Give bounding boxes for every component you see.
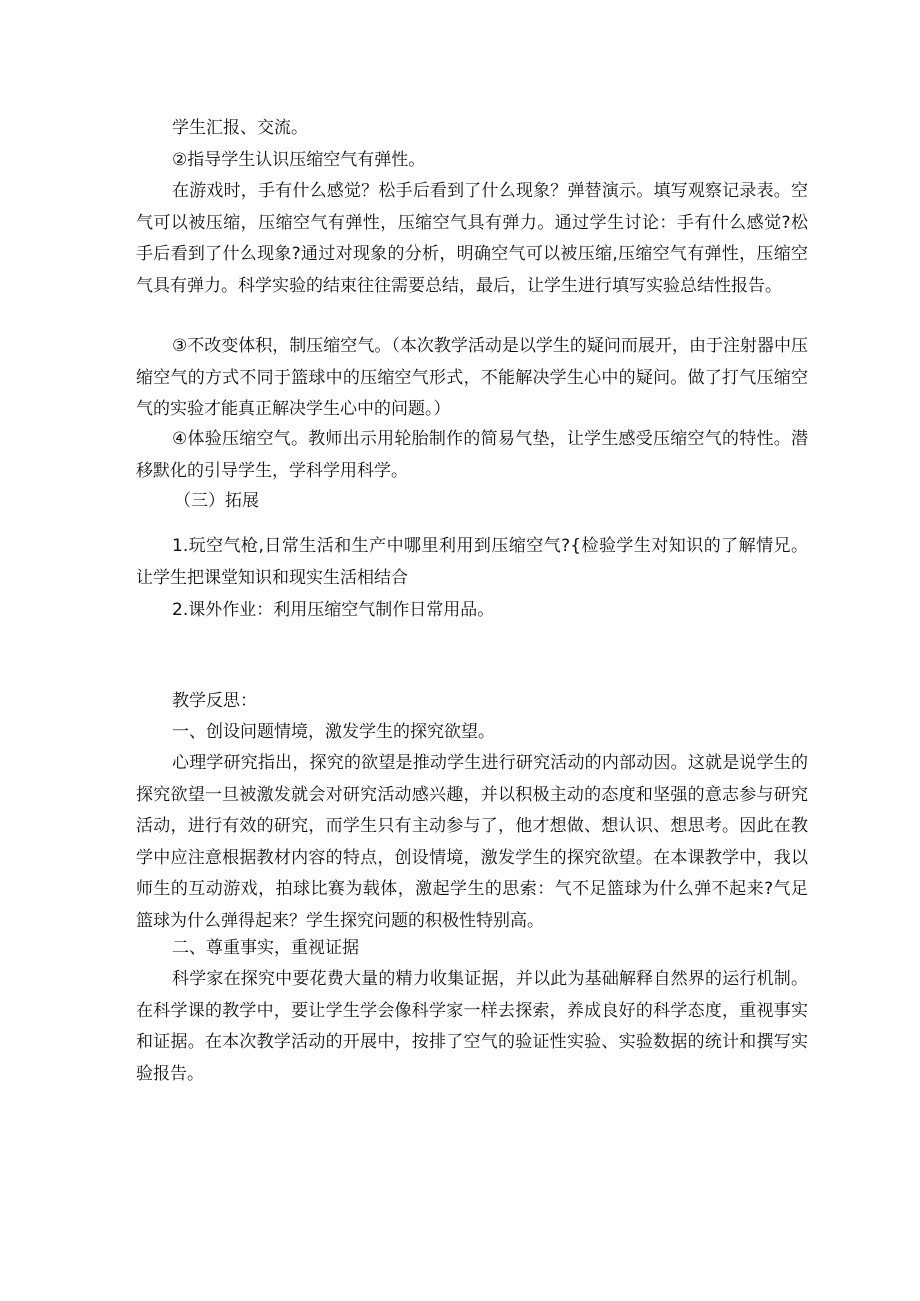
extension-heading: （三）拓展 [174, 491, 259, 511]
reflection-point1-body: 心理学研究指出，探究的欲望是推动学生进行研究活动的内部动因。这就是说学生的探究欲望一旦被激发就会对研究活动感兴趣，并以积极主动的态度和坚强的意志参与研究活动，进行有效的研究，而学生只有主动参与了，他才想做、想认识、想思考。因此在教学中应注意根据教材内容的特点，创设情境，激发学生的探究欲望。在本课教学中，我以师生的互动游戏，拍球比赛为载体，激起学生的思索：气不足篮球为什么弹不起来?气足篮球为什么弹得起来？学生探究问题的积极性特别高。 [136, 753, 808, 931]
reflection-point2-body: 科学家在探究中要花费大量的精力收集证据，并以此为基础解释自然界的运行机制。在科学课的教学中，要让学生学会像科学家一样去探索，养成良好的科学态度，重视事实和证据。在本次教学活动的开展中，按排了空气的验证性实验、实验数据的统计和撰写实验报告。 [136, 969, 808, 1084]
extension-item-2: 2.课外作业：利用压缩空气制作日常用品。 [172, 600, 495, 620]
step3-paragraph: ③不改变体积，制压缩空气。（本次教学活动是以学生的疑问而展开，由于注射器中压缩空气的方式不同于篮球中的压缩空气形式，不能解决学生心中的疑问。做了打气压缩空气的实验才能真正解决学生心中的问题。） [136, 336, 808, 419]
step2-title: ②指导学生认识压缩空气有弹性。 [172, 150, 426, 170]
extension-item-1: 1.玩空气枪,日常生活和生产中哪里利用到压缩空气?{检验学生对知识的了解情兄。让学生把课堂知识和现实生活相结合 [136, 536, 808, 588]
reflection-heading: 教学反思： [172, 691, 257, 711]
step4-paragraph: ④体验压缩空气。教师出示用轮胎制作的简易气垫，让学生感受压缩空气的特性。潜移默化的引导学生，学科学用科学。 [136, 429, 808, 481]
reflection-point1-title: 一、创设问题情境，激发学生的探究欲望。 [172, 722, 495, 742]
report-line: 学生汇报、交流。 [172, 118, 308, 138]
step2-body: 在游戏时，手有什么感觉？松手后看到了什么现象？弹替演示。填写观察记录表。空气可以被压缩，压缩空气有弹性，压缩空气具有弹力。通过学生讨论：手有什么感觉?松手后看到了什么现象?通过对现象的分析，明确空气可以被压缩,压缩空气有弹性，压缩空气具有弹力。科学实验的结束往往需要总结，最后，让学生进行填写实验总结性报告。 [136, 181, 808, 296]
reflection-point2-title: 二、尊重事实，重视证据 [172, 938, 359, 958]
